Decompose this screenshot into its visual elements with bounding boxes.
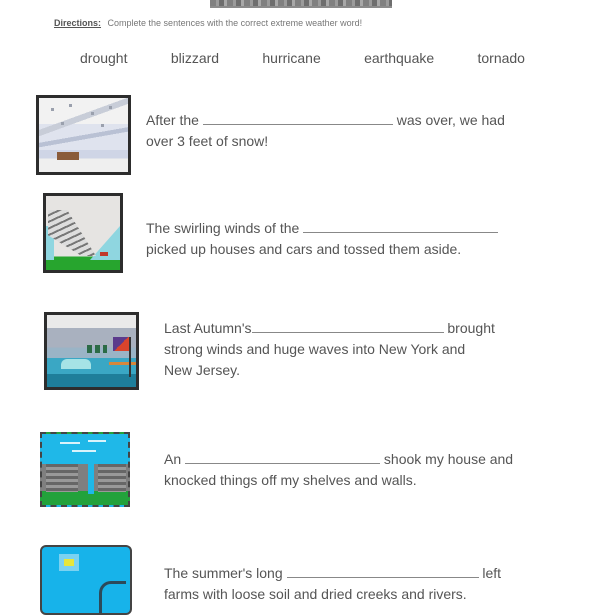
- building-icon: [98, 464, 126, 492]
- word-bank-item: earthquake: [364, 50, 435, 66]
- word-bank-item: tornado: [477, 50, 525, 66]
- wave-icon: [61, 359, 91, 369]
- exercise-2-sentence: The swirling winds of the picked up houses and cars and tossed them aside.: [146, 218, 566, 260]
- hurricane-illustration: [44, 312, 139, 390]
- cracked-land-icon: [99, 581, 126, 614]
- worksheet-title-clipped: [210, 0, 392, 8]
- answer-blank-3[interactable]: [252, 320, 444, 333]
- word-bank-item: blizzard: [170, 50, 220, 66]
- drought-illustration: [40, 545, 132, 615]
- house-icon: [57, 152, 79, 160]
- exercise-3-sentence: Last Autumn's brought strong winds and huge waves into New York and New Jersey.: [164, 320, 495, 378]
- building-icon: [46, 464, 78, 492]
- exercise-5-sentence: The summer's long left farms with loose soil and dried creeks and rivers.: [164, 565, 502, 602]
- tornado-funnel-icon: [48, 210, 96, 256]
- blizzard-illustration: [36, 95, 131, 175]
- answer-blank-2[interactable]: [303, 220, 498, 233]
- tornado-illustration: [43, 193, 123, 273]
- trees-icon: [87, 345, 107, 353]
- word-bank: [80, 50, 525, 66]
- word-bank-item: drought: [80, 50, 128, 66]
- directions: [54, 18, 362, 28]
- car-icon: [100, 252, 108, 256]
- word-bank-item: hurricane: [262, 50, 321, 66]
- earthquake-illustration: [40, 432, 130, 507]
- directions-label: Directions:: [54, 18, 102, 28]
- answer-blank-4[interactable]: [185, 451, 380, 464]
- directions-text: Complete the sentences with the correct extreme weather word!: [107, 18, 363, 28]
- exercise-1-sentence: After the was over, we had over 3 feet of snow!: [146, 112, 505, 149]
- answer-blank-5[interactable]: [287, 565, 479, 578]
- crack-icon: [88, 460, 94, 494]
- sun-icon: [64, 559, 74, 566]
- exercise-4-sentence: An shook my house and knocked things off my shelves and walls.: [164, 451, 514, 488]
- answer-blank-1[interactable]: [203, 112, 393, 125]
- flag-icon: [113, 337, 129, 351]
